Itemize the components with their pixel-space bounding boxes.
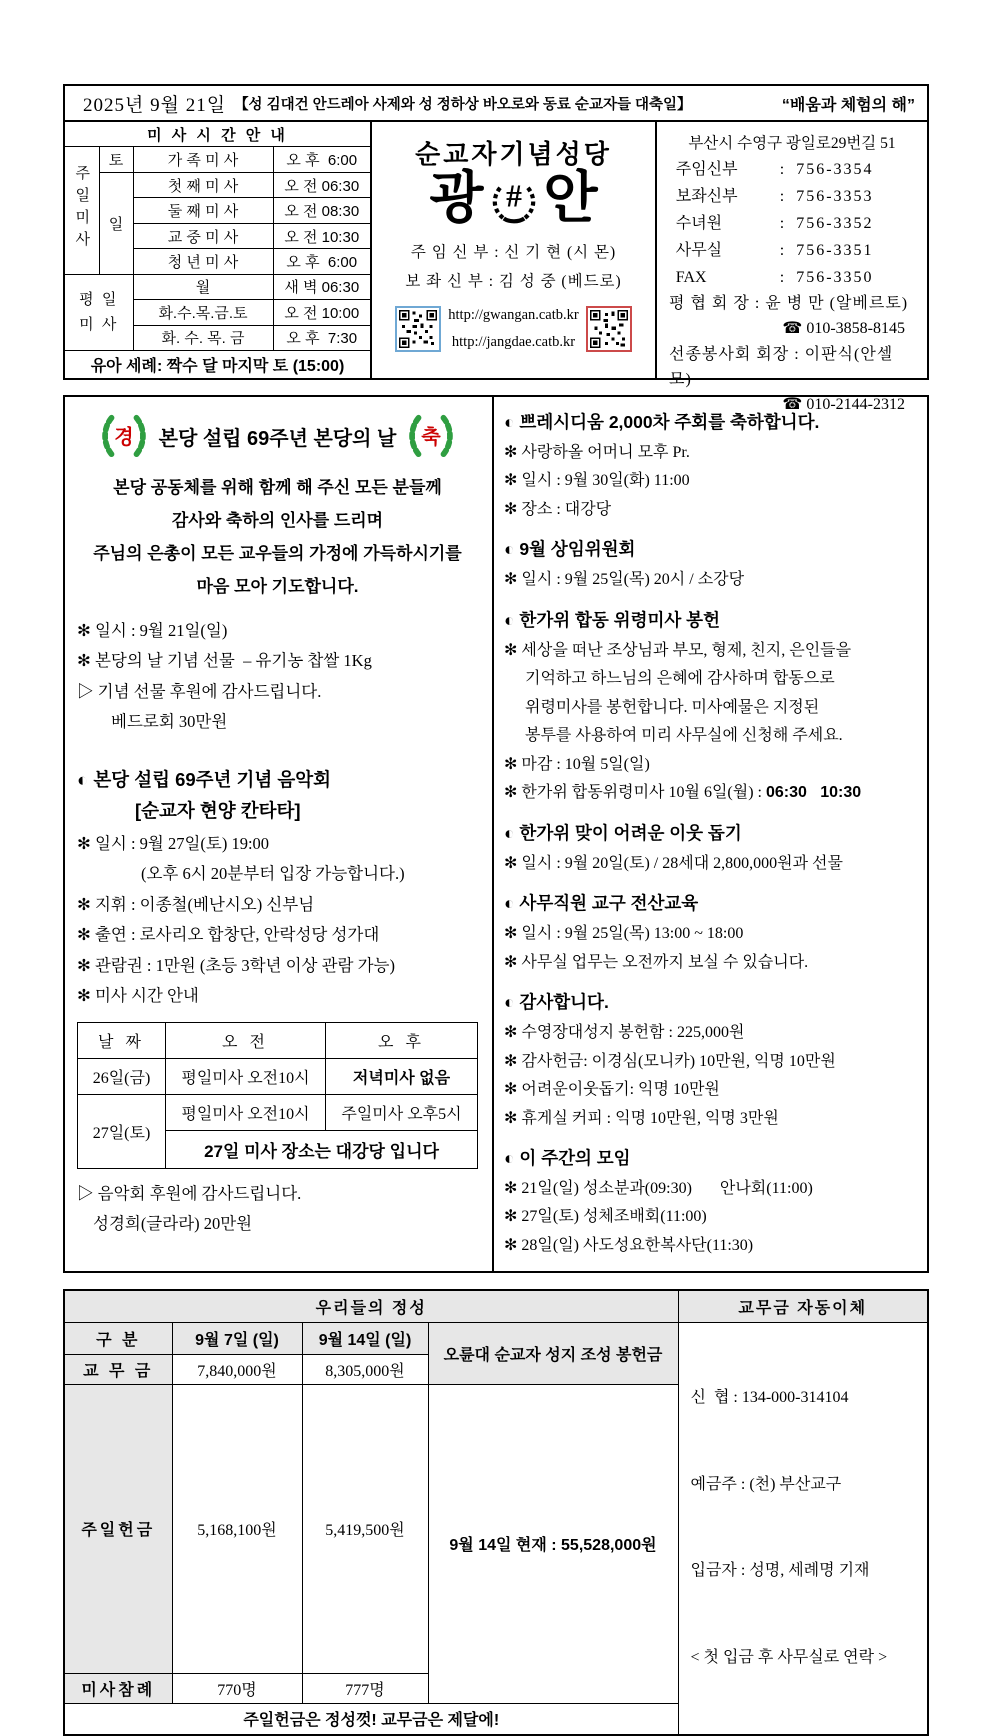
list-item: ✻ 장소 : 대강당 [504,500,612,518]
main-content [63,395,929,1273]
list-item: ✻ 일시 : 9월 27일(토) 19:00 [77,833,270,853]
church-name-left: 광 [429,168,484,230]
phone-row: 보좌신부 : 756-3353 [669,184,915,211]
laurel-wreath-logo-icon [488,173,540,225]
mass-time: 오 후 7:30 [273,325,370,350]
column-header: 날 짜 [78,1022,166,1058]
section-help-neighbors [504,820,915,878]
section-committee [504,536,915,594]
title-bar [63,84,929,122]
mass-schedule-table [65,122,370,378]
row-label: 주일헌금 [64,1384,172,1673]
mass-name: 화.수.목.금.토 [133,300,273,325]
row-label: 미사참례 [64,1673,172,1703]
mass-time: 오 후 6:00 [273,249,370,274]
mass-schedule [65,122,370,378]
mass-name: 화. 수. 목. 금 [133,325,273,350]
table-row [65,351,370,378]
phone-row: 주임신부 : 756-3354 [669,157,915,184]
mass-name: 둘 째 미 사 [133,198,273,223]
table-cell: 평일미사 오전10시 [166,1058,326,1094]
offering-footer-note: 주일헌금은 정성껏! 교무금은 제달에! [64,1703,678,1735]
mass-time: 새 벽 06:30 [273,274,370,299]
phone-label: FAX [675,268,707,286]
table-cell: 5,168,100원 [172,1384,302,1673]
funeral-society-line: 선종봉사회 회장 : 이판식(안셀모) [669,345,894,389]
autopay-line: 신 협 : 134-000-314104 [690,1389,849,1407]
assistant-pastor-line: 보 좌 신 부 : 김 성 중 (베드로) [405,273,622,290]
anniversary-header [77,413,478,459]
autopay-line: 예금주 : (천) 부산교구 [690,1475,842,1493]
section-gratitude [504,989,915,1133]
sunday-group-label: 주일미사 [65,147,99,274]
section-title: ◐ 감사합니다. [504,992,609,1013]
phone-row: 수녀원 : 756-3352 [669,211,915,238]
offering-table [63,1289,929,1736]
list-item: ✻ 28일(일) 사도성요한복사단(11:30) [504,1236,754,1254]
list-item: 위령미사를 봉헌합니다. 미사예물은 지정된 [525,698,820,716]
list-item: ✻ 휴게실 커피 : 익명 10만원, 익명 3만원 [504,1109,779,1127]
list-item: 베드로회 30만원 [111,712,228,732]
sunday-label: 일 [99,172,133,274]
autopay-line: < 첫 입금 후 사무실로 연락 > [690,1648,888,1666]
section-memorial-mass [504,607,915,808]
list-item: ✻ 27일(토) 성체조배회(11:00) [504,1208,707,1226]
phone-number: 756-3354 [796,161,874,178]
mass-time: 오 전 06:30 [273,172,370,197]
mass-name: 월 [133,274,273,299]
qr-code-gwangan-icon [395,306,441,352]
infant-baptism-note: 유아 세례: 짝수 달 마지막 토 (15:00) [65,351,370,378]
section-office-training [504,890,915,977]
list-item: ✻ 세상을 떠난 조상님과 부모, 형제, 친지, 은인들을 [504,641,852,659]
section-title: ◐ 한가위 맞이 어려운 이웃 돕기 [504,822,742,843]
list-item: ✻ 사랑하올 어머니 모후 Pr. [504,444,690,461]
anniversary-message-line: 마음 모아 기도합니다. [196,577,359,597]
saturday-label: 토 [99,147,133,172]
feast-day-title: 【성 김대건 안드레아 사제와 성 정하상 바오로와 동료 순교자들 대축일】 [234,96,692,113]
autopay-details [678,1322,928,1735]
table-cell: 7,840,000원 [172,1354,302,1384]
list-item: ✻ 일시 : 9월 25일(목) 13:00 ~ 18:00 [504,925,744,943]
anniversary-message-line: 감사와 축하의 인사를 드리며 [171,511,384,531]
phone-number: 756-3351 [796,241,874,259]
phone-label: 수녀원 [675,214,723,232]
celebration-wreath-left-icon [101,413,147,459]
qr-code-jangdae-icon [586,306,632,352]
svg-text:#: # [505,178,522,214]
table-row [65,274,370,299]
table-cell: 저녁미사 없음 [326,1058,478,1094]
phone-label: 주임신부 [675,161,738,178]
list-item: ▷ 기념 선물 후원에 감사드립니다. [77,681,322,701]
right-column [492,397,927,1271]
list-item: (오후 6시 20분부터 입장 가능합니다.) [141,864,405,884]
list-item: 봉투를 사용하여 미리 사무실에 신청해 주세요. [525,727,843,745]
table-row [65,122,370,147]
section-presidium [504,409,915,524]
list-item: 기억하고 하느님의 은혜에 감사하며 합동으로 [525,670,835,688]
year-motto: “배움과 체험의 해” [781,96,915,114]
autopay-title: 교무금 자동이체 [678,1290,928,1322]
church-name-right: 안 [543,168,598,230]
list-item: ✻ 미사 시간 안내 [77,986,199,1006]
council-phone-number: 010-3858-8145 [806,319,905,337]
phone-row: FAX : 756-3350 [669,265,915,292]
mass-name: 청 년 미 사 [133,249,273,274]
table-cell: 26일(금) [78,1058,166,1094]
memorial-mass-times: 06:30 10:30 [765,784,862,802]
left-column [65,397,492,1271]
column-header: 구 분 [64,1322,172,1354]
offering-title: 우리들의 정성 [64,1290,678,1322]
mass-time: 오 전 10:30 [273,223,370,248]
column-header: 오 후 [326,1022,478,1058]
contact-info [657,122,927,413]
shrine-fund-label: 오륜대 순교자 성지 조성 봉헌금 [428,1322,678,1384]
mass-time: 오 전 10:00 [273,300,370,325]
phone-label: 보좌신부 [675,187,738,205]
anniversary-message-line: 본당 공동체를 위해 함께 해 주신 모든 분들께 [113,478,442,497]
table-cell: 주일미사 오후5시 [326,1094,478,1130]
mass-time: 오 전 08:30 [273,198,370,223]
concert-mass-table [77,1022,478,1169]
celebration-wreath-right-icon [408,413,454,459]
table-row [65,172,370,197]
table-row [78,1058,478,1094]
anniversary-items [77,616,478,738]
phone-icon: ☎ [782,395,803,413]
mass-name: 첫 째 미 사 [133,172,273,197]
phone-number: 756-3353 [796,187,874,205]
list-item: ✻ 출연 : 로사리오 합창단, 안락성당 성가대 [77,925,380,945]
phone-label: 사무실 [675,241,723,259]
section-title: ◐ 사무직원 교구 전산교육 [504,893,699,914]
qr-row [395,302,631,356]
list-item: ✻ 일시 : 9월 21일(일) [77,620,228,640]
section-weekly-meetings [504,1145,915,1260]
weekday-group-label: 평 일 미 사 [65,274,133,350]
list-item: ✻ 한가위 합동위령미사 10월 6일(월) : 06:30 10:30 [504,784,862,802]
top-info-section [63,122,929,413]
table-cell: 평일미사 오전10시 [166,1094,326,1130]
anniversary-title: 본당 설립 69주년 본당의 날 [158,427,397,450]
table-row [64,1322,928,1354]
mass-name: 교 중 미 사 [133,223,273,248]
url-gwangan[interactable]: http://gwangan.catb.kr [448,307,579,323]
svg-text:축: 축 [421,426,442,449]
list-item: ▷ 음악회 후원에 감사드립니다. [77,1183,302,1203]
list-item: ✻ 어려운이웃돕기: 익명 10만원 [504,1081,720,1099]
column-header: 오 전 [166,1022,326,1058]
table-row [64,1290,928,1322]
list-item: ✻ 본당의 날 기념 선물 – 유기농 찹쌀 1Kg [77,651,372,671]
section-title: ◐ 9월 상임위원회 [504,539,636,560]
shrine-fund-value: 9월 14일 현재 : 55,528,000원 [428,1384,678,1703]
url-jangdae[interactable]: http://jangdae.catb.kr [451,333,576,350]
autopay-line: 입금자 : 성명, 세례명 기재 [690,1562,870,1580]
table-cell: 777명 [302,1673,428,1703]
table-row [65,147,370,172]
church-type-title: 순교자기념성당 [415,140,612,169]
concert-section-title: ◐ 본당 설립 69주년 기념 음악회 [77,768,332,790]
anniversary-message-line: 주님의 은총이 모든 교우들의 가정에 가득하시기를 [93,544,462,564]
mass-time: 오 후 6:00 [273,147,370,172]
table-cell: 5,419,500원 [302,1384,428,1673]
council-phone-line [669,317,915,342]
phone-number: 756-3352 [796,214,874,232]
table-row [78,1022,478,1058]
website-urls [448,302,578,356]
section-title: ◐ 쁘레시디움 2,000차 주회를 축하합니다. [504,412,820,432]
table-cell: 770명 [172,1673,302,1703]
mass-name: 가 족 미 사 [133,147,273,172]
council-president-line: 평 협 회 장 : 윤 병 만 (알베르토) [669,295,909,313]
column-header: 9월 14일 (일) [302,1322,428,1354]
svg-text:경: 경 [113,426,134,449]
phone-icon: ☎ [782,319,803,337]
column-header: 9월 7일 (일) [172,1322,302,1354]
list-item: ✻ 지휘 : 이종철(베난시오) 신부님 [77,894,315,914]
concert-venue-note: 27일 미사 장소는 대강당 입니다 [166,1130,478,1168]
church-address: 부산시 수영구 광일로29번길 51 [688,135,896,152]
section-title: ◐ 이 주간의 모임 [504,1147,631,1168]
list-item: ✻ 수영장대성지 봉헌함 : 225,000원 [504,1024,745,1042]
mass-schedule-title: 미 사 시 간 안 내 [65,122,370,147]
masthead [370,122,657,378]
list-item: ✻ 21일(일) 성소분과(09:30) 안나회(11:00) [504,1179,813,1197]
list-item: ✻ 일시 : 9월 20일(토) / 28세대 2,800,000원과 선물 [504,854,843,872]
section-title: ◐ 한가위 합동 위령미사 봉헌 [504,609,720,630]
table-cell: 8,305,000원 [302,1354,428,1384]
list-item: ✻ 감사헌금: 이경심(모니카) 10만원, 익명 10만원 [504,1052,836,1070]
list-item: ✻ 일시 : 9월 30일(화) 11:00 [504,472,690,490]
row-label: 교 무 금 [64,1354,172,1384]
pastor-line: 주 임 신 부 : 신 기 현 (시 몬) [410,244,617,261]
list-item: ✻ 일시 : 9월 25일(목) 20시 / 소강당 [504,571,745,589]
bulletin-date: 2025년 9월 21일 [83,94,227,116]
list-item: ✻ 사무실 업무는 오전까지 보실 수 있습니다. [504,953,809,971]
table-cell: 27일(토) [78,1094,166,1168]
table-row [78,1094,478,1130]
concert-subtitle: [순교자 현양 칸타타] [135,799,301,821]
funeral-phone-number: 010-2144-2312 [806,395,905,413]
list-item: ✻ 관람권 : 1만원 (초등 3학년 이상 관람 가능) [77,955,395,975]
church-name [429,168,598,230]
list-item: 성경희(글라라) 20만원 [93,1214,253,1234]
list-item: ✻ 마감 : 10월 5일(일) [504,755,650,773]
phone-number: 756-3350 [796,268,874,286]
phone-row: 사무실 : 756-3351 [669,238,915,265]
